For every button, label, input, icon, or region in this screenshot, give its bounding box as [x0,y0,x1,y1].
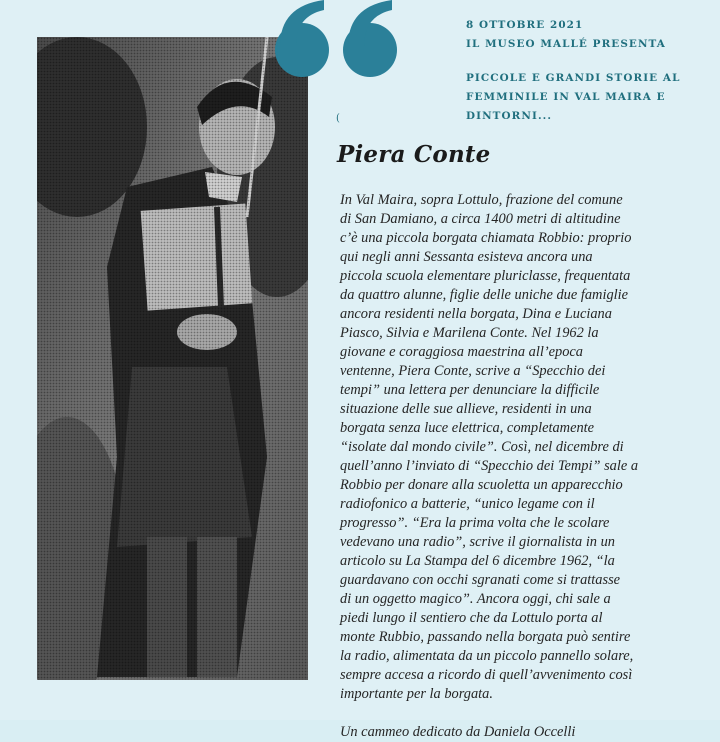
body-line: ventenne, Piera Conte, scrive a “Specchio dei [340,363,606,379]
body-line: articolo su La Stampa del 6 dicembre 1962, “la [340,553,615,569]
body-line: ancora residenti nella borgata, Dina e Luciana [340,306,612,322]
body-line: guardavano con occhi sgranati come si trattasse [340,572,621,588]
body-line: borgata senza luce elettrica, completamente [340,420,595,436]
body-line: tempi” una lettera per denunciare la difficile [340,382,600,398]
story-body [340,191,685,742]
body-line: da quattro alunne, figlie delle uniche due famiglie [340,287,629,303]
series-title-line-1: PICCOLE E GRANDI STORIE AL [466,72,681,84]
body-line: qui negli anni Sessanta esisteva ancora una [340,249,593,265]
body-line: la radio, alimentata da un piccolo pannello solare, [340,648,634,664]
body-line: radiofonico a batterie, “unico legame con il [340,496,595,512]
body-line: “isolate dal mondo civile”. Così, nel dicembre di [340,439,624,455]
portrait-photo-image [37,37,308,680]
body-line: monte Rubbio, passando nella borgata può sentire [340,629,631,645]
body-line: sempre accesa a ricordo di quell’avvenimento così [340,667,633,683]
body-line: di San Damiano, a circa 1400 metri di altitudine [340,211,621,227]
portrait-photo [37,37,308,680]
story-title: Piera Conte [337,141,491,168]
body-line: Piasco, Silvia e Marilena Conte. Nel 1962 la [340,325,599,341]
stray-parenthesis: ( [336,113,340,124]
signature: Un cammeo dedicato da Daniela Occelli [340,724,576,740]
body-line: quell’anno l’inviato di “Specchio dei Tempi” sale a [340,458,639,474]
body-line: giovane e coraggiosa maestrina all’epoca [340,344,583,360]
series-title-line-3: DINTORNI... [466,110,553,122]
body-line: di un oggetto magico”. Ancora oggi, chi sale a [340,591,611,607]
body-line: piccola scuola elementare pluriclasse, frequentata [340,268,631,284]
body-line: progresso”. “Era la prima volta che le scolare [340,515,610,531]
event-date: 8 OTTOBRE 2021 [466,19,584,31]
event-header [466,16,706,126]
body-line: In Val Maira, sopra Lottulo, frazione del comune [340,192,623,208]
body-line: piedi lungo il sentiero che da Lottulo porta al [340,610,603,626]
body-line: importante per la borgata. [340,686,493,702]
body-line: situazione delle sue allieve, residenti in una [340,401,592,417]
presenter-line: IL MUSEO MALLÉ PRESENTA [466,38,666,50]
body-line: vedevano una radio”, scrive il giornalista in un [340,534,615,550]
opening-quote-icon [266,0,406,80]
body-line: Robbio per donare alla scuoletta un apparecchio [340,477,623,493]
body-line: c’è una piccola borgata chiamata Robbio: proprio [340,230,632,246]
series-title-line-2: FEMMINILE IN VAL MAIRA E [466,91,666,103]
